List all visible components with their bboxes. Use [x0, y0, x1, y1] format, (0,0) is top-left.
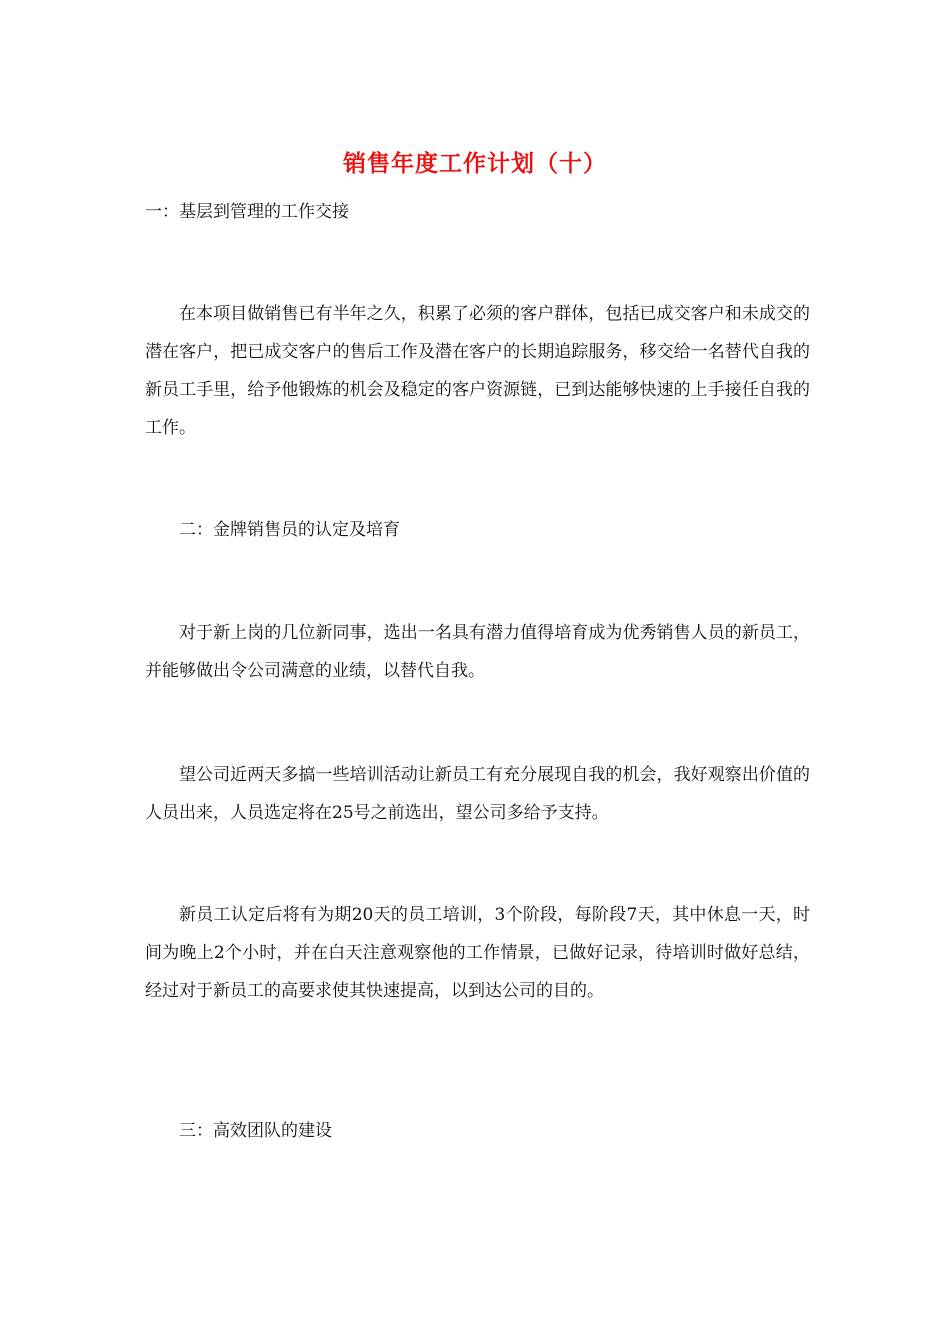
- paragraph-2: 对于新上岗的几位新同事，选出一名具有潜力值得培育成为优秀销售人员的新员工，并能够做出令公司满意的业绩，以替代自我。: [145, 623, 810, 681]
- section-heading-2: 二：金牌销售员的认定及培育: [179, 520, 400, 540]
- paragraph-4: 新员工认定后将有为期20天的员工培训，3个阶段，每阶段7天，其中休息一天，时间为晚上2个小时，并在白天注意观察他的工作情景，已做好记录，待培训时做好总结，经过对于新员工的高要求使其快速提高，以到达公司的目的。: [145, 905, 810, 1001]
- section-heading-1: 一：基层到管理的工作交接: [145, 202, 349, 222]
- paragraph-3: 望公司近两天多搞一些培训活动让新员工有充分展现自我的机会，我好观察出价值的人员出来，人员选定将在25号之前选出，望公司多给予支持。: [145, 765, 810, 823]
- paragraph-1: 在本项目做销售已有半年之久，积累了必须的客户群体，包括已成交客户和未成交的潜在客户，把已成交客户的售后工作及潜在客户的长期追踪服务，移交给一名替代自我的新员工手里，给予他锻炼的机会及稳定的客户资源链，已到达能够快速的上手接任自我的工作。: [145, 304, 810, 438]
- document-title: 销售年度工作计划（十）: [343, 150, 607, 177]
- section-heading-3: 三：高效团队的建设: [179, 1121, 332, 1141]
